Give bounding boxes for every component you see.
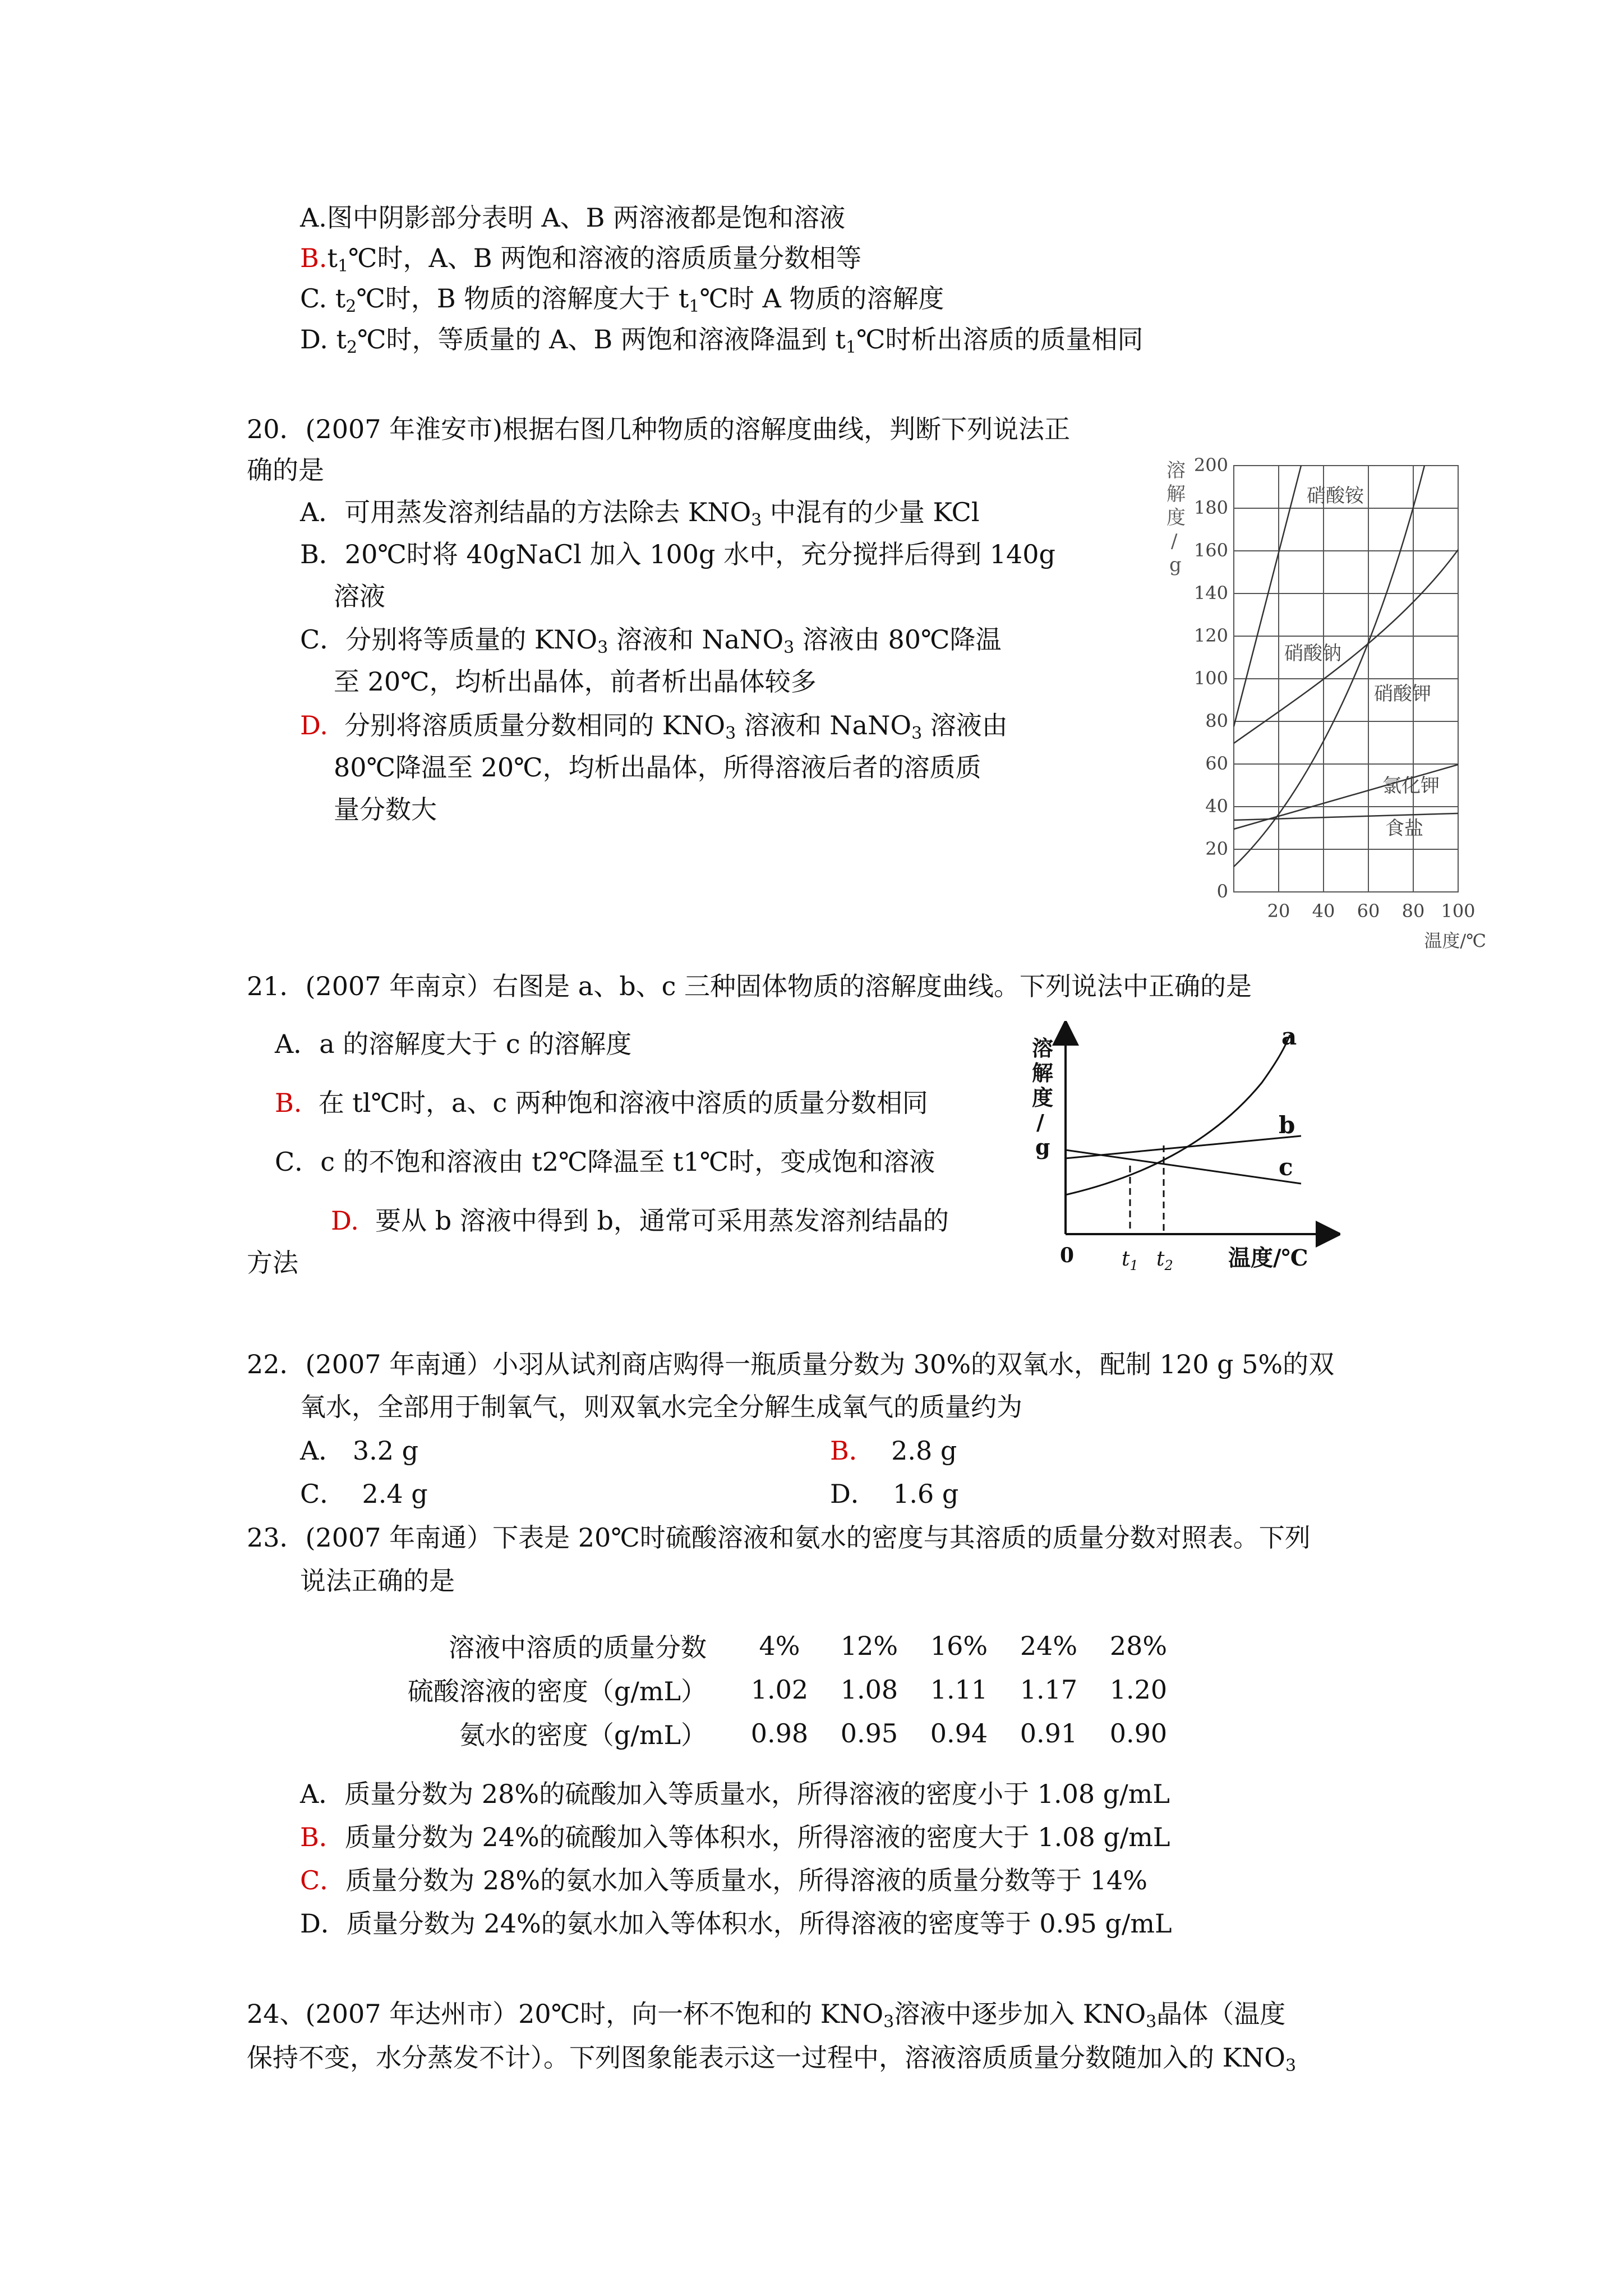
x-tick: 20 — [1267, 900, 1290, 922]
q22-option-b: B． 2.8 g — [830, 1435, 957, 1466]
series-label: 硝酸钠 — [1284, 642, 1341, 665]
q20-option-b-line2: 溶液 — [334, 581, 385, 611]
table-cell: 1.08 — [840, 1674, 898, 1705]
svg-text:溶: 溶 — [1032, 1036, 1054, 1061]
q22-stem-line1: 22．(2007 年南通）小羽从试剂商店购得一瓶质量分数为 30%的双氧水，配制 120 g 5%的双 — [247, 1349, 1335, 1379]
q20-option-a: A．可用蒸发溶剂结晶的方法除去 $KNO_3$ 中混有的少量 KCl — [300, 497, 980, 530]
table-row — [370, 1711, 1183, 1755]
table-cell: 0.95 — [840, 1718, 898, 1749]
x-tick: 80 — [1401, 900, 1425, 922]
y-tick: 80 — [1205, 710, 1228, 731]
chart20-ylabel — [1166, 459, 1186, 576]
q21-option-c: C．c 的不饱和溶液由 t2℃降温至 t1℃时，变成饱和溶液 — [275, 1147, 935, 1177]
svg-text:度: 度 — [1032, 1085, 1054, 1110]
q21-stem: 21．(2007 年南京）右图是 a、b、c 三种固体物质的溶解度曲线。下列说法中正确的是 — [247, 971, 1252, 1001]
table-cell: 0.91 — [1020, 1718, 1078, 1749]
table-cell: 16% — [930, 1631, 988, 1661]
q19-option-b: $B.t_1℃$时，A、B 两饱和溶液的溶质质量分数相等 — [300, 243, 862, 276]
x-tick: 60 — [1357, 900, 1380, 922]
y-tick: 0 — [1216, 881, 1228, 902]
q23-option-a: A．质量分数为 28%的硫酸加入等质量水，所得溶液的密度小于 1.08 g/mL — [300, 1779, 1170, 1809]
q21-option-b-label: B. — [275, 1088, 302, 1118]
table-cell: 0.94 — [930, 1718, 988, 1749]
solubility-chart-q21 — [1026, 1021, 1340, 1279]
q21-option-d-line1: D. 要从 b 溶液中得到 b，通常可采用蒸发溶剂结晶的 — [331, 1205, 949, 1236]
curve-label: b — [1279, 1111, 1295, 1139]
table-cell: 4% — [759, 1631, 800, 1661]
q20-stem-line2: 确的是 — [247, 455, 324, 485]
chart21-origin: 0 — [1060, 1244, 1075, 1267]
table-cell: 24% — [1020, 1631, 1078, 1661]
table-cell: 0.90 — [1109, 1718, 1168, 1749]
table-row — [370, 1668, 1183, 1711]
row-label: 溶液中溶质的质量分数 — [449, 1632, 707, 1663]
curve-label: a — [1281, 1023, 1297, 1050]
svg-text:解: 解 — [1166, 483, 1186, 505]
y-tick: 60 — [1205, 753, 1228, 774]
table-cell: 1.20 — [1109, 1674, 1168, 1705]
svg-text:溶: 溶 — [1166, 459, 1186, 482]
q24-line1: 24、(2007 年达州市）20℃时，向一杯不饱和的 $KNO_3$溶液中逐步加入 $KNO_3$晶体（温度 — [247, 1999, 1286, 2032]
q20-option-c-line2: 至 20℃，均析出晶体，前者析出晶体较多 — [334, 666, 817, 697]
series-label: 食盐 — [1385, 817, 1423, 840]
curve-a — [1066, 1035, 1290, 1195]
svg-text:/: / — [1036, 1110, 1044, 1135]
svg-text:/: / — [1171, 530, 1178, 553]
q22-option-c: C． 2.4 g — [300, 1479, 428, 1509]
q21-option-d-line2: 方法 — [247, 1248, 298, 1278]
y-tick: 40 — [1205, 795, 1228, 817]
svg-text:解: 解 — [1032, 1060, 1054, 1085]
q23-option-d: D．质量分数为 24%的氨水加入等体积水，所得溶液的密度等于 0.95 g/mL — [300, 1908, 1172, 1939]
q19-option-b-label: B. — [300, 243, 328, 273]
q22-option-a: A． 3.2 g — [300, 1435, 419, 1466]
q23-option-b-label: B． — [300, 1822, 345, 1852]
q23-stem-line1: 23．(2007 年南通）下表是 20℃时硫酸溶液和氨水的密度与其溶质的质量分数对照表。下列 — [247, 1522, 1311, 1553]
y-tick: 140 — [1193, 582, 1228, 604]
table-cell: 28% — [1109, 1631, 1168, 1661]
solubility-chart-q20 — [1155, 449, 1492, 954]
chart21-xlabel: 温度/℃ — [1228, 1245, 1308, 1271]
curve-c — [1066, 1150, 1301, 1184]
series-label: 氯化钾 — [1382, 775, 1440, 797]
curve-ammonium-nitrate — [1234, 466, 1301, 726]
row-label: 硫酸溶液的密度（g/mL） — [407, 1676, 707, 1706]
q22-option-d: D． 1.6 g — [830, 1479, 959, 1509]
q20-option-d-line1: D. 分别将溶质质量分数相同的 $KNO_3$ 溶液和 NaNO$_3$ 溶液由 — [300, 710, 1008, 743]
q19-option-a: A.图中阴影部分表明 A、B 两溶液都是饱和溶液 — [300, 203, 846, 233]
y-tick: 100 — [1193, 668, 1228, 689]
q21-option-b: B. 在 tl℃时，a、c 两种饱和溶液中溶质的质量分数相同 — [275, 1088, 928, 1118]
q20-option-d-label: D. — [300, 710, 328, 740]
y-tick: 180 — [1193, 497, 1228, 518]
y-tick: 20 — [1205, 838, 1228, 859]
chart21-curve-labels — [1279, 1023, 1297, 1181]
series-label: 硝酸铵 — [1307, 485, 1364, 507]
chart20-xticks — [1267, 900, 1476, 922]
q23-option-c-label: C． — [300, 1865, 346, 1895]
table-cell: 1.17 — [1020, 1674, 1078, 1705]
table-cell: 1.11 — [930, 1674, 988, 1705]
q19-option-c: C. $t_2℃$时，B 物质的溶解度大于 $t_1℃$时 A 物质的溶解度 — [300, 283, 944, 316]
chart21-t2: $t_2$ — [1156, 1248, 1173, 1273]
chart20-grid — [1234, 466, 1458, 892]
series-label: 硝酸钾 — [1374, 683, 1431, 705]
svg-text:g: g — [1035, 1134, 1050, 1159]
q20-option-d-line3: 量分数大 — [334, 794, 437, 825]
x-tick: 100 — [1441, 900, 1476, 922]
q21-option-d-label: D. — [331, 1205, 359, 1236]
q19-option-d: D. $t_2℃$时，等质量的 A、B 两饱和溶液降温到 $t_1℃$时析出溶质的质量相同 — [300, 324, 1144, 357]
curve-sodium-nitrate — [1234, 550, 1458, 743]
q23-option-b: B．质量分数为 24%的硫酸加入等体积水，所得溶液的密度大于 1.08 g/mL — [300, 1822, 1170, 1852]
table-cell: 0.98 — [750, 1718, 809, 1749]
chart21-t1: $t_1$ — [1122, 1248, 1138, 1273]
table-cell: 1.02 — [750, 1674, 809, 1705]
chart21-guides — [1130, 1145, 1164, 1234]
q24-line2: 保持不变，水分蒸发不计）。下列图象能表示这一过程中，溶液溶质质量分数随加入的 $KNO_3$ — [247, 2042, 1297, 2076]
chart20-xlabel: 温度/℃ — [1424, 930, 1486, 951]
svg-text:度: 度 — [1166, 507, 1186, 529]
q22-stem-line2: 氧水，全部用于制氧气，则双氧水完全分解生成氧气的质量约为 — [300, 1392, 1022, 1422]
x-tick: 40 — [1312, 900, 1335, 922]
q22-option-b-label: B． — [830, 1435, 875, 1466]
q20-stem-line1: 20．(2007 年淮安市)根据右图几种物质的溶解度曲线，判断下列说法正 — [247, 414, 1071, 444]
chart21-curves — [1066, 1035, 1301, 1195]
table-cell: 12% — [840, 1631, 898, 1661]
chart21-ylabel — [1032, 1036, 1053, 1159]
curve-label: c — [1279, 1153, 1293, 1181]
density-table — [370, 1624, 1183, 1755]
q21-option-a: A．a 的溶解度大于 c 的溶解度 — [275, 1029, 632, 1059]
curve-salt — [1234, 813, 1458, 820]
row-label: 氨水的密度（g/mL） — [459, 1720, 707, 1750]
y-tick: 200 — [1193, 454, 1228, 476]
y-tick: 160 — [1193, 540, 1228, 561]
q23-stem-line2: 说法正确的是 — [300, 1566, 455, 1596]
y-tick: 120 — [1193, 625, 1228, 646]
chart20-series-labels — [1284, 485, 1440, 840]
q20-option-b-line1: B．20℃时将 40gNaCl 加入 100g 水中，充分搅拌后得到 140g — [300, 539, 1055, 569]
q20-option-d-line2: 80℃降温至 20℃，均析出晶体，所得溶液后者的溶质质 — [334, 752, 981, 783]
q23-option-c: C．质量分数为 28%的氨水加入等质量水，所得溶液的质量分数等于 14% — [300, 1865, 1147, 1895]
svg-text:g: g — [1169, 554, 1182, 576]
table-row — [370, 1624, 1183, 1668]
q20-option-c-line1: C．分别将等质量的 $KNO_3$ 溶液和 NaNO$_3$ 溶液由 80℃降温 — [300, 624, 1002, 657]
chart20-yticks — [1194, 454, 1228, 902]
